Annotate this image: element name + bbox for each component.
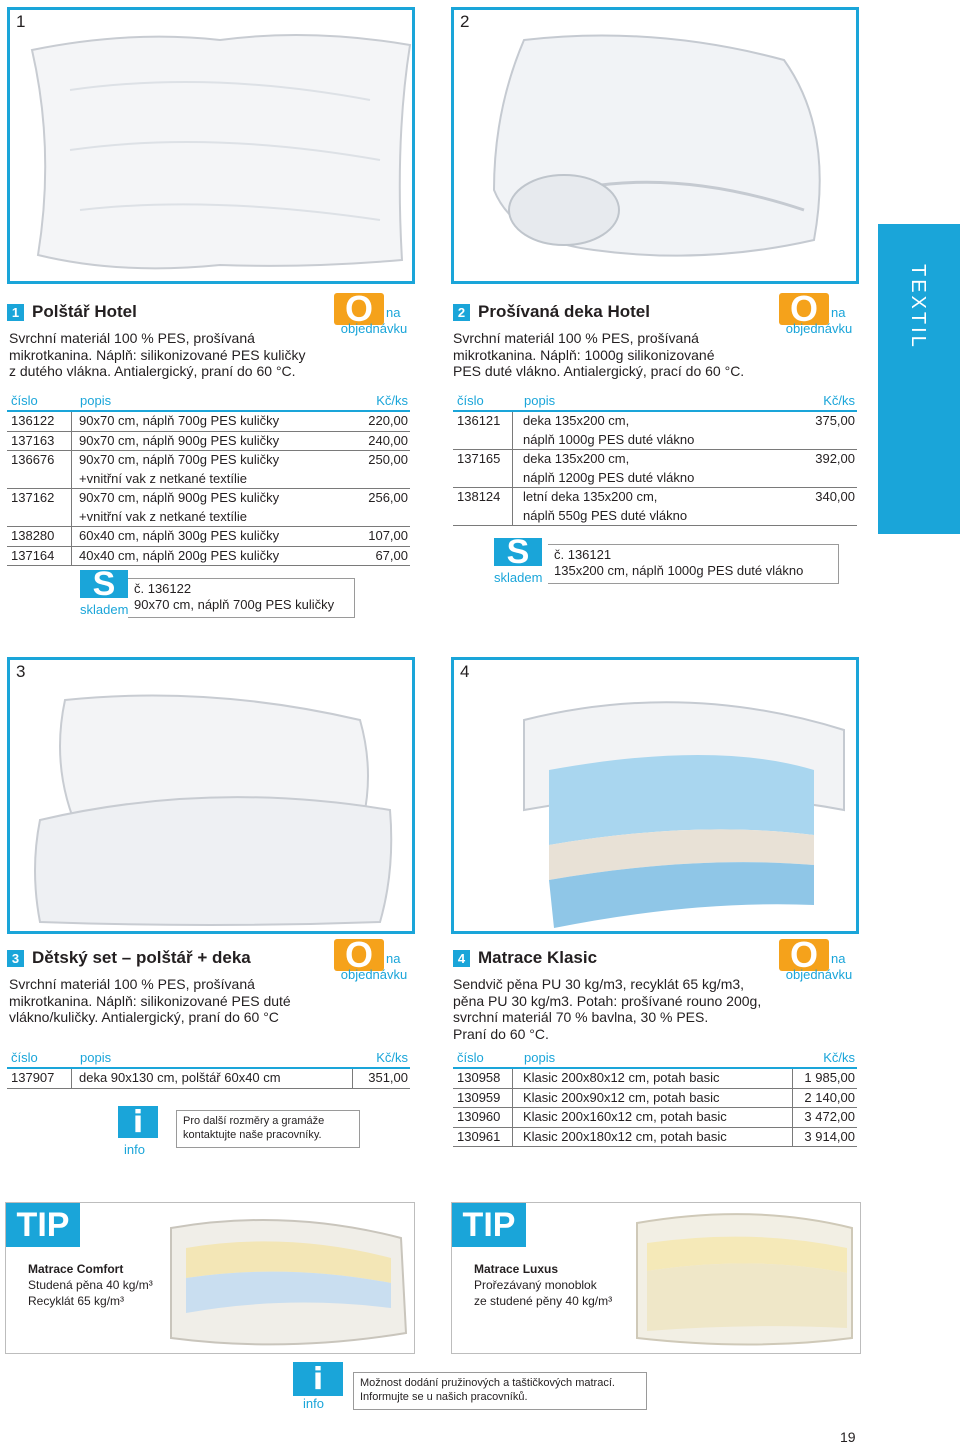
tip-line: Prořezávaný monoblok bbox=[474, 1278, 597, 1292]
col-desc-header: popis bbox=[80, 1050, 112, 1065]
col-desc-header: popis bbox=[524, 1050, 556, 1065]
frame-number: 2 bbox=[460, 12, 470, 31]
desc-line: mikrotkanina. Náplň: silikonizované PES duté bbox=[9, 992, 291, 1009]
table-header bbox=[453, 392, 857, 412]
section-side-tab bbox=[878, 224, 960, 534]
product-image-frame-3 bbox=[7, 657, 415, 934]
order-label: objednávku bbox=[340, 967, 408, 982]
info-letter: i bbox=[293, 1362, 343, 1396]
price-table-2 bbox=[453, 392, 857, 526]
table-row: 136676 90x70 cm, náplň 700g PES kuličky 250,00 bbox=[7, 451, 410, 470]
table-header bbox=[7, 1049, 410, 1069]
order-letter: O bbox=[779, 939, 829, 971]
stock-label: skladem bbox=[494, 570, 543, 585]
table-row: 137164 40x40 cm, náplň 200g PES kuličky 67,00 bbox=[7, 547, 410, 567]
order-na: na bbox=[386, 305, 401, 320]
desc-line: PES duté vlákno. Antialergický, prací do 60 °C. bbox=[453, 363, 745, 379]
table-row: náplň 1200g PES duté vlákno bbox=[453, 469, 857, 489]
col-number-header: číslo bbox=[11, 1050, 38, 1065]
product-number-badge: 1 bbox=[7, 304, 24, 321]
mattress-image bbox=[454, 660, 856, 931]
tip-line: Studená pěna 40 kg/m³ bbox=[28, 1278, 153, 1292]
desc-line: Svrchní materiál 100 % PES, prošívaná bbox=[453, 330, 699, 346]
desc-line: svrchní materiál 70 % bavlna, 30 % PES. bbox=[453, 1009, 709, 1025]
price-table-4 bbox=[453, 1049, 857, 1147]
col-desc-header: popis bbox=[524, 393, 556, 408]
desc-line: Svrchní materiál 100 % PES, prošívaná bbox=[9, 330, 255, 346]
pillow-image bbox=[10, 10, 412, 281]
product-title-row bbox=[453, 302, 650, 322]
product-description bbox=[453, 330, 744, 380]
stock-info-box bbox=[128, 578, 355, 618]
order-na: na bbox=[831, 951, 846, 966]
info-box bbox=[353, 1372, 647, 1410]
info-line: Informujte se u našich pracovníků. bbox=[360, 1391, 528, 1403]
info-line: Možnost dodání pružinových a taštičkových matrací. bbox=[360, 1377, 615, 1389]
stock-desc: 135x200 cm, náplň 1000g PES duté vlákno bbox=[554, 563, 804, 578]
order-label: objednávku bbox=[785, 321, 853, 336]
table-row: 130958 Klasic 200x80x12 cm, potah basic 1 985,00 bbox=[453, 1069, 857, 1089]
col-number-header: číslo bbox=[11, 393, 38, 408]
info-label: info bbox=[303, 1396, 324, 1411]
frame-number: 1 bbox=[16, 12, 26, 31]
desc-line: z dutého vlákna. Antialergický, praní do 60 °C. bbox=[9, 363, 296, 379]
product-image-frame-2 bbox=[451, 7, 859, 284]
desc-line: pěna PU 30 kg/m3. Potah: prošívané rouno 200g, bbox=[453, 992, 762, 1009]
product-description bbox=[453, 976, 761, 1042]
desc-line: mikrotkanina. Náplň: 1000g silikonizované bbox=[453, 346, 715, 363]
product-title-row bbox=[7, 948, 251, 968]
col-price-header: Kč/ks bbox=[376, 1050, 408, 1065]
tip-label: TIP bbox=[6, 1203, 80, 1247]
product-description bbox=[9, 330, 305, 380]
tip-title: Matrace Comfort bbox=[28, 1262, 124, 1276]
order-letter: O bbox=[334, 293, 384, 325]
stock-code: č. 136122 bbox=[134, 581, 192, 596]
desc-line: vlákno/kuličky. Antialergický, praní do 60 °C bbox=[9, 1009, 279, 1025]
tip-title: Matrace Luxus bbox=[474, 1262, 559, 1276]
order-na: na bbox=[386, 951, 401, 966]
kids-set-image bbox=[10, 660, 412, 931]
tip-text bbox=[474, 1261, 612, 1309]
product-image-frame-4 bbox=[451, 657, 859, 934]
frame-number: 3 bbox=[16, 662, 26, 681]
table-row: 130960 Klasic 200x160x12 cm, potah basic 3 472,00 bbox=[453, 1108, 857, 1128]
stock-info-box bbox=[548, 544, 839, 584]
order-label: objednávku bbox=[785, 967, 853, 982]
table-row: 137907 deka 90x130 cm, polštář 60x40 cm 351,00 bbox=[7, 1069, 410, 1089]
order-label: objednávku bbox=[340, 321, 408, 336]
desc-line: Sendvič pěna PU 30 kg/m3, recyklát 65 kg/m3, bbox=[453, 976, 745, 992]
stock-label: skladem bbox=[80, 602, 129, 617]
col-price-header: Kč/ks bbox=[376, 393, 408, 408]
table-row: 137162 90x70 cm, náplň 900g PES kuličky 256,00 bbox=[7, 489, 410, 508]
col-number-header: číslo bbox=[457, 393, 484, 408]
table-row: 138280 60x40 cm, náplň 300g PES kuličky 107,00 bbox=[7, 527, 410, 547]
frame-number: 4 bbox=[460, 662, 470, 681]
table-row: náplň 1000g PES duté vlákno bbox=[453, 431, 857, 451]
table-row: 130959 Klasic 200x90x12 cm, potah basic 2 140,00 bbox=[453, 1089, 857, 1109]
product-title: Polštář Hotel bbox=[32, 302, 137, 321]
table-row: náplň 550g PES duté vlákno bbox=[453, 507, 857, 527]
tip-label: TIP bbox=[452, 1203, 526, 1247]
tip-line: Recyklát 65 kg/m³ bbox=[28, 1294, 125, 1308]
table-header bbox=[7, 392, 410, 412]
desc-line: Svrchní materiál 100 % PES, prošívaná bbox=[9, 976, 255, 992]
desc-line: Praní do 60 °C. bbox=[453, 1025, 549, 1042]
order-na: na bbox=[831, 305, 846, 320]
product-number-badge: 4 bbox=[453, 950, 470, 967]
col-desc-header: popis bbox=[80, 393, 112, 408]
info-letter: i bbox=[118, 1106, 158, 1138]
product-title: Matrace Klasic bbox=[478, 948, 598, 967]
col-price-header: Kč/ks bbox=[823, 1050, 855, 1065]
product-title: Prošívaná deka Hotel bbox=[478, 302, 650, 321]
stock-letter: S bbox=[494, 538, 542, 566]
tip-box-comfort bbox=[5, 1202, 415, 1354]
stock-code: č. 136121 bbox=[554, 547, 612, 562]
info-line: Pro další rozměry a gramáže bbox=[183, 1115, 325, 1127]
table-row: 137165 deka 135x200 cm, 392,00 bbox=[453, 450, 857, 469]
col-price-header: Kč/ks bbox=[823, 393, 855, 408]
table-row: 138124 letní deka 135x200 cm, 340,00 bbox=[453, 488, 857, 507]
product-title-row bbox=[7, 302, 137, 322]
table-row: 136121 deka 135x200 cm, 375,00 bbox=[453, 412, 857, 431]
blanket-image bbox=[454, 10, 856, 281]
order-letter: O bbox=[334, 939, 384, 971]
price-table-1 bbox=[7, 392, 410, 566]
product-title-row bbox=[453, 948, 597, 968]
product-number-badge: 3 bbox=[7, 950, 24, 967]
stock-letter: S bbox=[80, 570, 128, 598]
col-number-header: číslo bbox=[457, 1050, 484, 1065]
table-header bbox=[453, 1049, 857, 1069]
table-row: 136122 90x70 cm, náplň 700g PES kuličky 220,00 bbox=[7, 412, 410, 432]
tip-line: ze studené pěny 40 kg/m³ bbox=[474, 1294, 613, 1308]
price-table-3 bbox=[7, 1049, 410, 1089]
stock-desc: 90x70 cm, náplň 700g PES kuličky bbox=[134, 597, 335, 612]
info-line: kontaktujte naše pracovníky. bbox=[183, 1129, 322, 1141]
order-letter: O bbox=[779, 293, 829, 325]
tip-text bbox=[28, 1261, 153, 1309]
table-row: 130961 Klasic 200x180x12 cm, potah basic 3 914,00 bbox=[453, 1128, 857, 1148]
product-number-badge: 2 bbox=[453, 304, 470, 321]
table-row: +vnitřní vak z netkané textílie bbox=[7, 470, 410, 490]
product-description bbox=[9, 976, 291, 1026]
page-number: 19 bbox=[840, 1429, 856, 1445]
info-box bbox=[176, 1110, 360, 1148]
product-title: Dětský set – polštář + deka bbox=[32, 948, 251, 967]
side-tab-label: TEXTIL bbox=[907, 264, 929, 350]
table-row: +vnitřní vak z netkané textílie bbox=[7, 508, 410, 528]
info-label: info bbox=[124, 1142, 145, 1157]
desc-line: mikrotkanina. Náplň: silikonizované PES kuličky bbox=[9, 346, 306, 363]
product-image-frame-1 bbox=[7, 7, 415, 284]
table-row: 137163 90x70 cm, náplň 900g PES kuličky 240,00 bbox=[7, 432, 410, 452]
tip-box-luxus bbox=[451, 1202, 861, 1354]
